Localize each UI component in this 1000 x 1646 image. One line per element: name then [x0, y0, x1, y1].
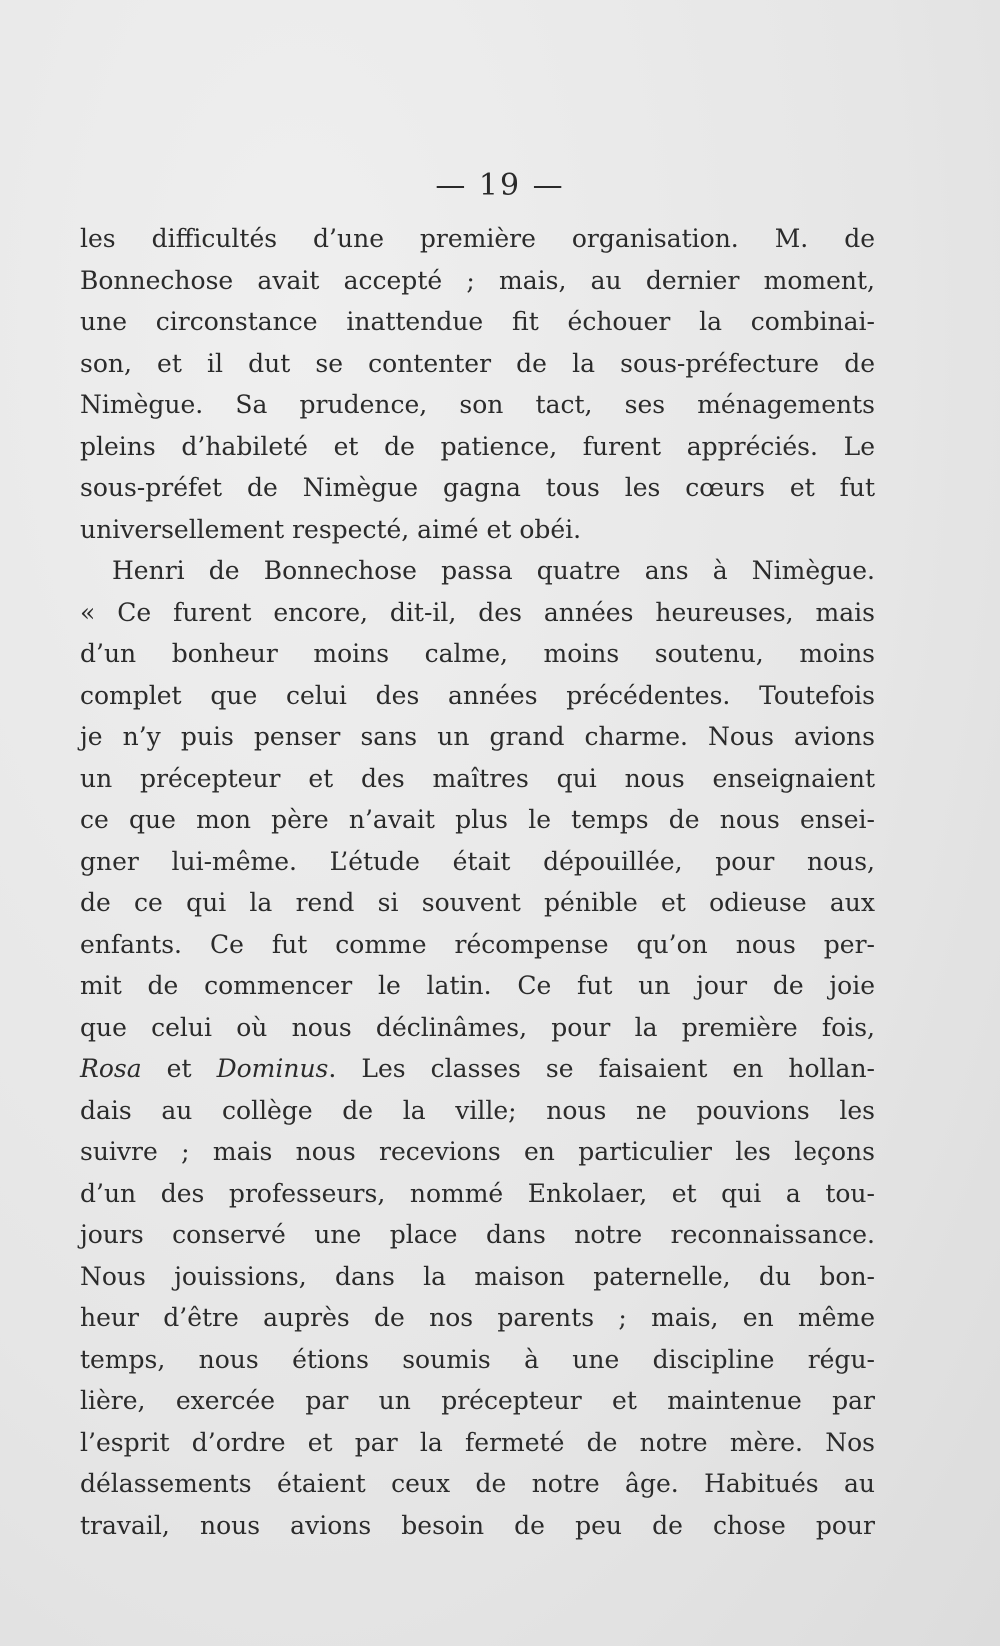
- text-line: dais au collège de la ville; nous ne pouvions les: [80, 1095, 875, 1125]
- text-line: gner lui-même. L’étude était dépouillée, pour nous,: [80, 846, 875, 876]
- text-line: temps, nous étions soumis à une discipline régu-: [80, 1344, 875, 1374]
- text-line-with-italics: [80, 1048, 875, 1090]
- text-line: je n’y puis penser sans un grand charme. Nous avions: [80, 722, 875, 751]
- text-line: pleins d’habileté et de patience, furent appréciés. Le: [80, 431, 875, 461]
- paragraph-start-line: Henri de Bonnechose passa quatre ans à Nimègue.: [112, 556, 875, 585]
- text-line: sous-préfet de Nimègue gagna tous les cœurs et fut: [80, 473, 875, 502]
- text-line: mit de commencer le latin. Ce fut un jour de joie: [80, 971, 875, 1000]
- text-line: jours conservé une place dans notre reconnaissance.: [80, 1220, 875, 1249]
- text-line: enfants. Ce fut comme récompense qu’on nous per-: [80, 929, 875, 959]
- text-line: une circonstance inattendue fit échouer la combinai-: [80, 307, 875, 336]
- text-line: Nous jouissions, dans la maison paternelle, du bon-: [80, 1261, 875, 1291]
- text-line: l’esprit d’ordre et par la fermeté de notre mère. Nos: [80, 1427, 875, 1457]
- italic-word-rosa: Rosa: [80, 1054, 142, 1083]
- text-line: « Ce furent encore, dit-il, des années heureuses, mais: [80, 597, 875, 627]
- text-segment: . Les classes se faisaient en hollan-: [328, 1054, 875, 1083]
- text-line: heur d’être auprès de nos parents ; mais, en même: [80, 1303, 875, 1332]
- body-text: [80, 218, 875, 1546]
- paragraph-end-line: universellement respecté, aimé et obéi.: [80, 514, 582, 544]
- text-line: suivre ; mais nous recevions en particulier les leçons: [80, 1137, 875, 1166]
- text-line: les difficultés d’une première organisation. M. de: [80, 224, 875, 253]
- text-line: un précepteur et des maîtres qui nous enseignaient: [80, 763, 875, 793]
- page-number: — 19 —: [435, 168, 565, 203]
- text-line: travail, nous avions besoin de peu de chose pour: [80, 1510, 875, 1540]
- text-line: de ce qui la rend si souvent pénible et odieuse aux: [80, 888, 875, 917]
- text-line: Nimègue. Sa prudence, son tact, ses ménagements: [80, 390, 875, 419]
- text-line: lière, exercée par un précepteur et maintenue par: [80, 1386, 875, 1415]
- text-line: que celui où nous déclinâmes, pour la première fois,: [80, 1012, 875, 1042]
- text-line: son, et il dut se contenter de la sous-préfecture de: [80, 348, 875, 378]
- text-line: ce que mon père n’avait plus le temps de nous ensei-: [80, 805, 875, 834]
- text-line: Bonnechose avait accepté ; mais, au dernier moment,: [80, 265, 875, 295]
- text-line: d’un bonheur moins calme, moins soutenu, moins: [80, 639, 875, 668]
- text-line: complet que celui des années précédentes. Toutefois: [80, 680, 875, 710]
- italic-word-dominus: Dominus: [216, 1054, 329, 1083]
- text-line: délassements étaient ceux de notre âge. Habitués au: [80, 1469, 875, 1498]
- text-segment: et: [141, 1054, 217, 1083]
- text-line: d’un des professeurs, nommé Enkolaer, et qui a tou-: [80, 1178, 875, 1208]
